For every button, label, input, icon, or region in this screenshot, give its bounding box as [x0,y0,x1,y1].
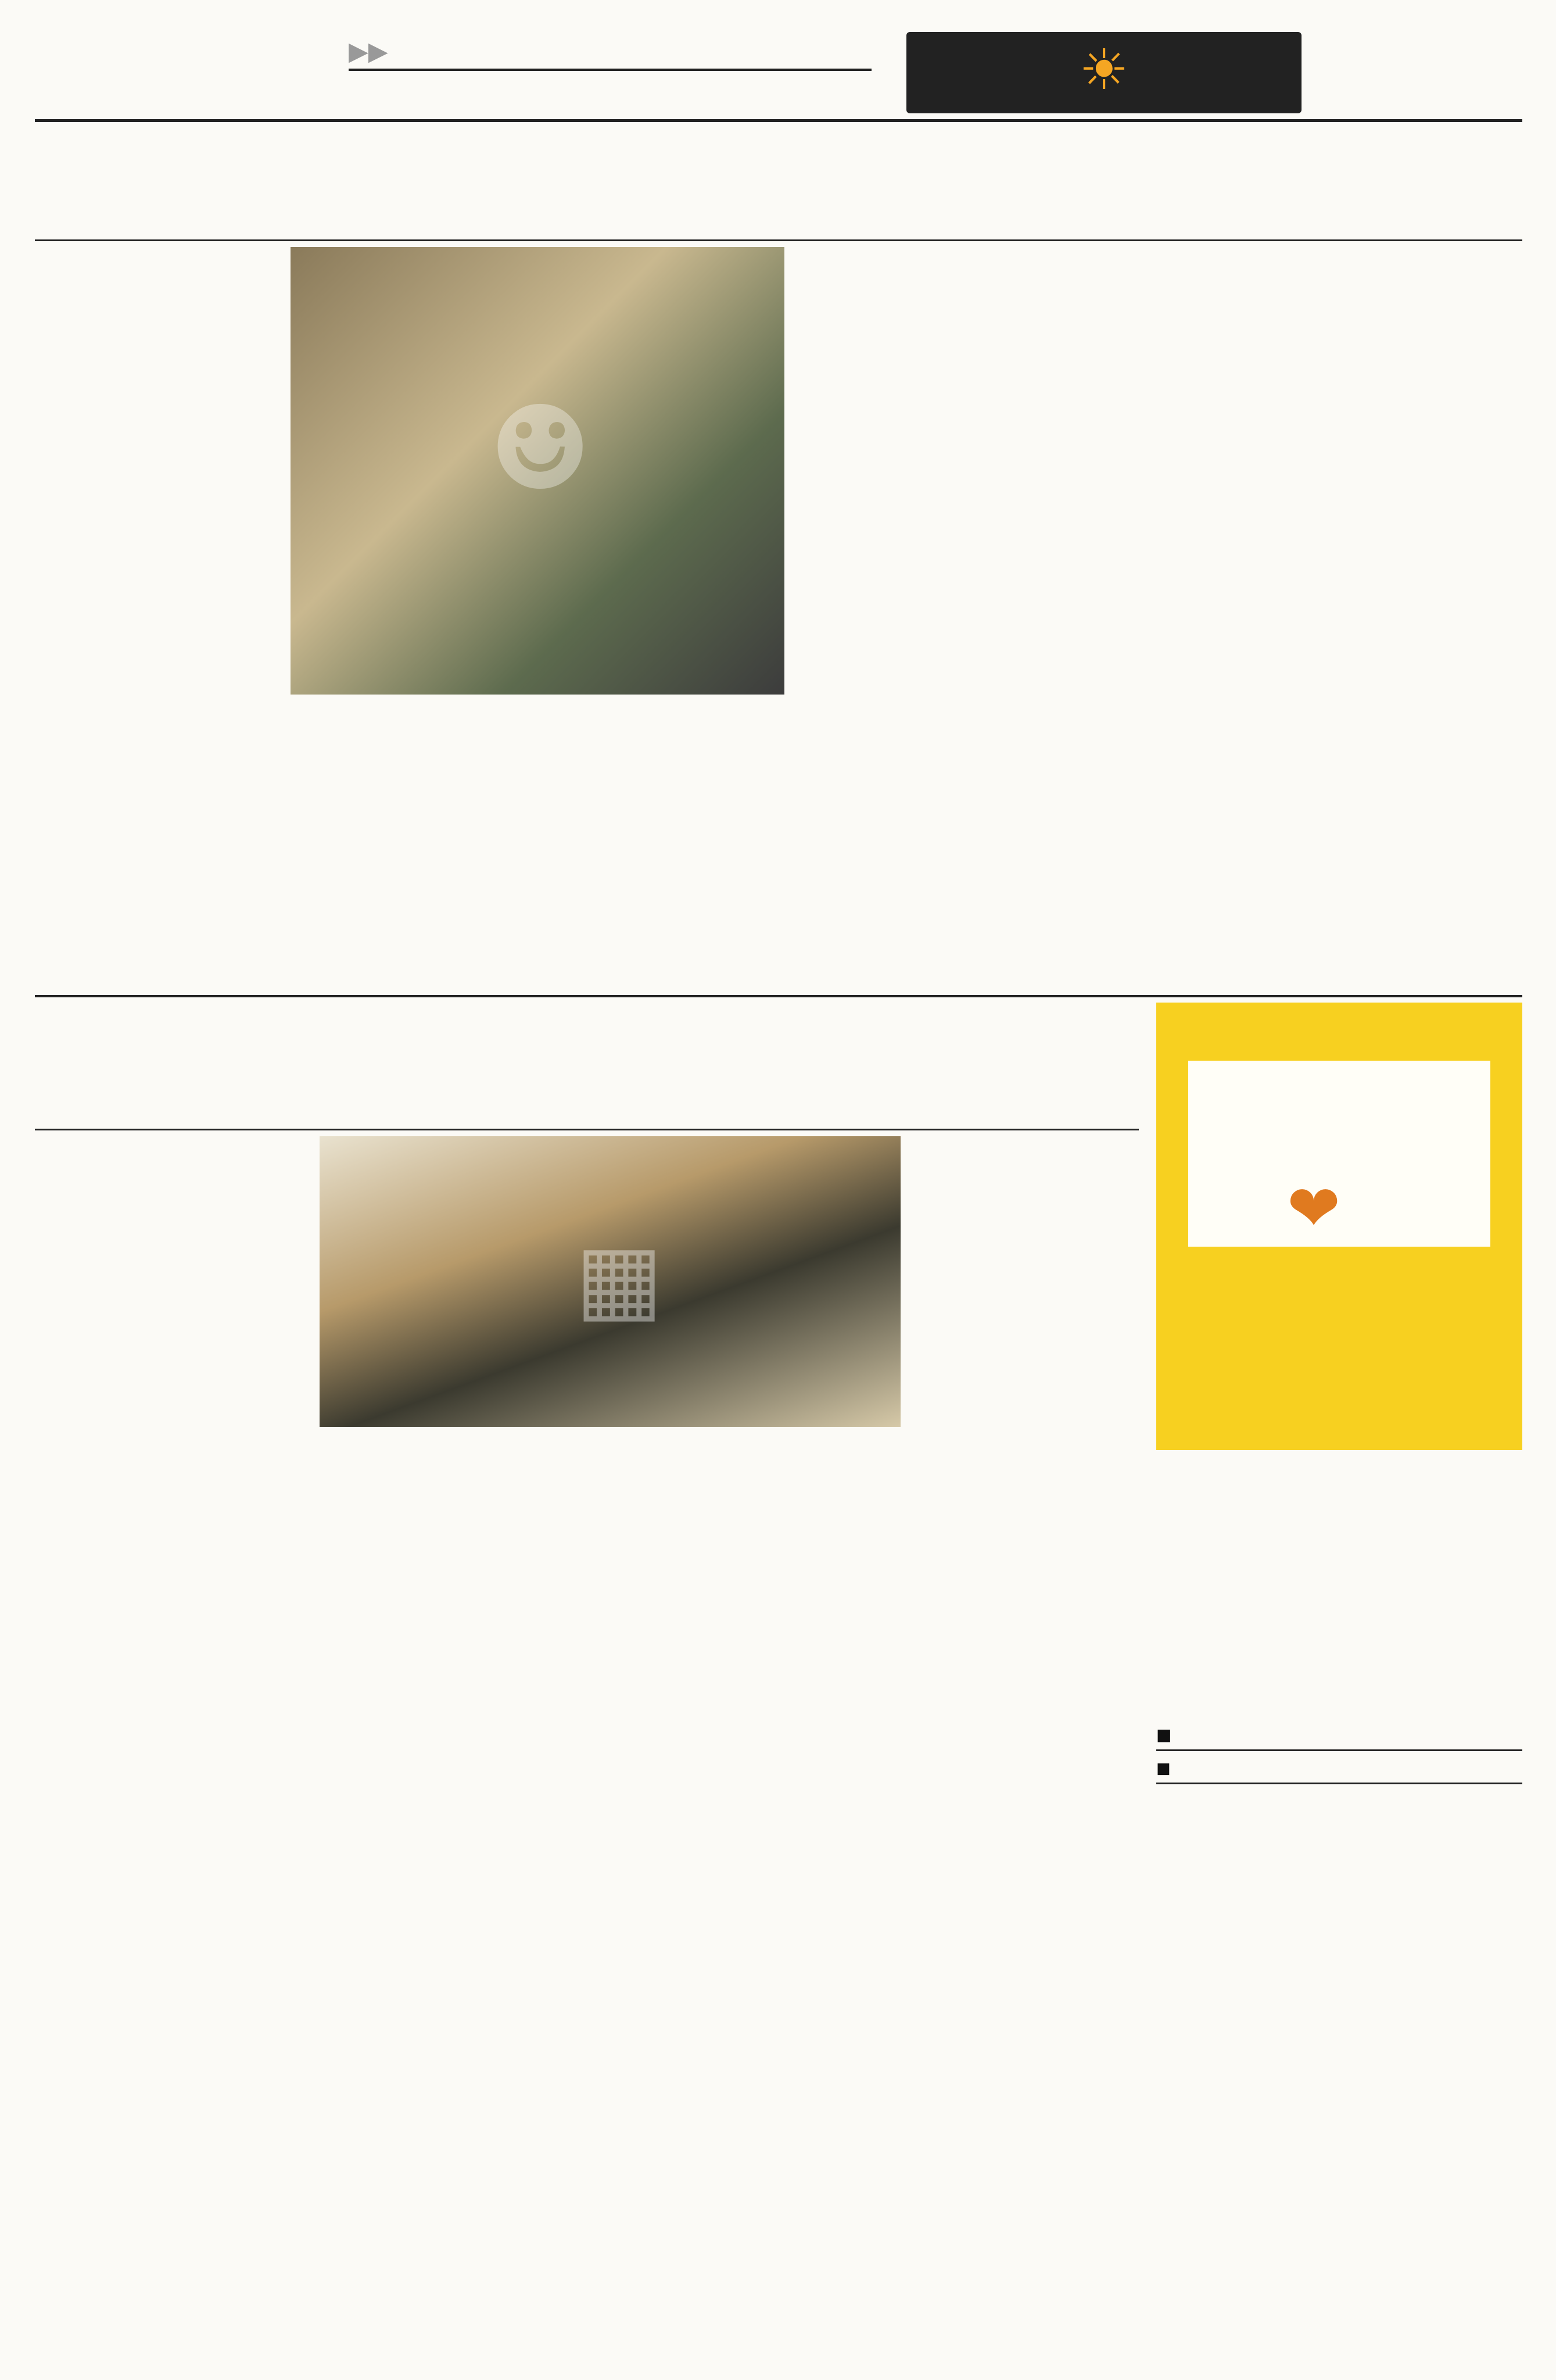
story1-headline [35,174,1522,238]
square-bullet-icon: ■ [1156,1725,1172,1744]
masthead-logo [906,32,1302,113]
story1-col6 [1302,247,1522,619]
story3-body2 [1156,1790,1522,1869]
handshake-icon: ❤ [1287,1171,1341,1246]
story2-photo [320,1136,901,1427]
story3-bullet1 [1156,1720,1522,1749]
story1-rule [35,239,1522,241]
header-rule-left [349,69,872,71]
story2-col2 [320,1433,598,1869]
sneha-box [1156,1003,1522,1450]
story2-subhead [35,1087,1139,1128]
story1-photo [291,247,784,695]
friendship-card [1188,1061,1490,1247]
sun-icon: ☀ [1078,37,1130,102]
story2-col4 [912,1136,1139,1869]
page-number [35,35,128,128]
story1-col7 [1302,622,1522,991]
section-rule-1 [35,995,1522,997]
story2-col3 [610,1433,901,1869]
story2-rule [35,1129,1139,1130]
story2-headline [35,1000,1139,1087]
story1-col3 [540,700,784,991]
header-rule [35,119,1522,122]
photo-people-icon: ☻ [488,381,593,517]
story1-kicker [35,123,1522,176]
story3-body [1156,1508,1522,1717]
meeting-hall-icon: ▦ [575,1223,664,1332]
story3-bullet2 [1156,1749,1522,1784]
story1-col1 [35,247,279,991]
chevron-right-icon: ▶▶ [349,37,388,66]
story2-col1 [35,1136,308,1869]
story3-headline [1156,1459,1522,1505]
story1-col4 [796,247,1040,991]
story1-col2 [291,700,529,991]
email-line [349,29,755,70]
date-block [1319,41,1528,116]
square-bullet-icon: ■ [1156,1760,1171,1777]
story1-col5 [1052,247,1296,991]
